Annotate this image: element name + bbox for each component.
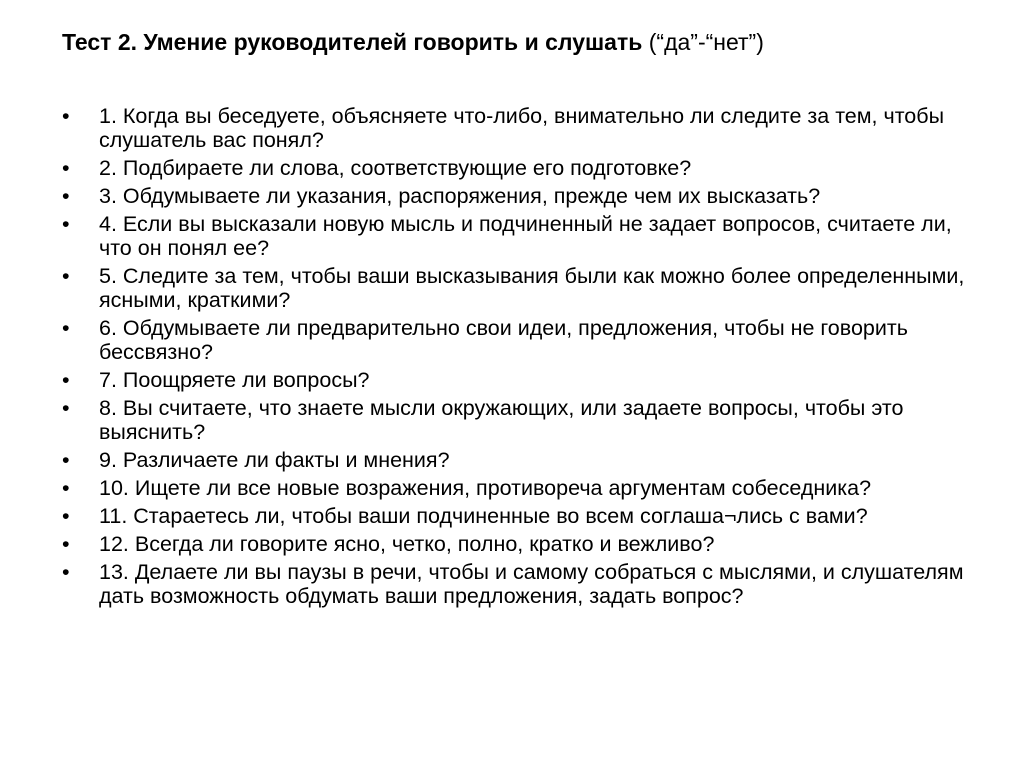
question-text: 13. Делаете ли вы паузы в речи, чтобы и самому собраться с мыслями, и слушателям дать возможность обдумать ваши предложения, задать вопрос? — [99, 560, 964, 608]
question-text: 5. Следите за тем, чтобы ваши высказывания были как можно более определенными, ясными, краткими? — [99, 264, 965, 312]
question-item-4 — [62, 212, 987, 260]
question-item-11 — [62, 504, 987, 528]
question-item-10 — [62, 476, 987, 500]
question-item-5 — [62, 264, 987, 312]
question-text: 6. Обдумываете ли предварительно свои идеи, предложения, чтобы не говорить бессвязно? — [99, 316, 908, 364]
bullet: • — [62, 156, 70, 180]
bullet: • — [62, 448, 70, 472]
slide-title — [62, 27, 1012, 57]
question-item-7 — [62, 368, 987, 392]
question-text: 9. Различаете ли факты и мнения? — [99, 448, 450, 472]
question-text: 11. Стараетесь ли, чтобы ваши подчиненные во всем соглаша¬лись с вами? — [99, 504, 868, 528]
title-suffix: (“да”-“нет”) — [648, 29, 764, 55]
question-item-1 — [62, 104, 987, 152]
question-item-2 — [62, 156, 987, 180]
bullet: • — [62, 476, 70, 500]
question-text: 1. Когда вы беседуете, объясняете что-либо, внимательно ли следите за тем, чтобы слушатель вас понял? — [99, 104, 945, 152]
bullet: • — [62, 532, 70, 556]
bullet: • — [62, 368, 70, 392]
bullet: • — [62, 504, 70, 528]
bullet: • — [62, 104, 70, 128]
bullet: • — [62, 184, 70, 208]
question-text: 10. Ищете ли все новые возражения, противореча аргументам собеседника? — [99, 476, 872, 500]
question-item-3 — [62, 184, 987, 208]
bullet: • — [62, 264, 70, 288]
question-text: 12. Всегда ли говорите ясно, четко, полно, кратко и вежливо? — [99, 532, 715, 556]
question-item-13 — [62, 560, 987, 608]
question-item-9 — [62, 448, 987, 472]
bullet: • — [62, 560, 70, 584]
bullet: • — [62, 212, 70, 236]
question-text: 2. Подбираете ли слова, соответствующие его подготовке? — [99, 156, 692, 180]
question-text: 7. Поощряете ли вопросы? — [99, 368, 370, 392]
bullet: • — [62, 396, 70, 420]
question-list — [62, 104, 987, 612]
question-text: 4. Если вы высказали новую мысль и подчиненный не задает вопросов, считаете ли, что он понял ее? — [99, 212, 952, 260]
bullet: • — [62, 316, 70, 340]
title-main: Тест 2. Умение руководителей говорить и слушать — [62, 29, 643, 55]
question-item-8 — [62, 396, 987, 444]
question-text: 8. Вы считаете, что знаете мысли окружающих, или задаете вопросы, чтобы это выяснить? — [99, 396, 904, 444]
question-item-6 — [62, 316, 987, 364]
question-item-12 — [62, 532, 987, 556]
question-text: 3. Обдумываете ли указания, распоряжения, прежде чем их высказать? — [99, 184, 821, 208]
